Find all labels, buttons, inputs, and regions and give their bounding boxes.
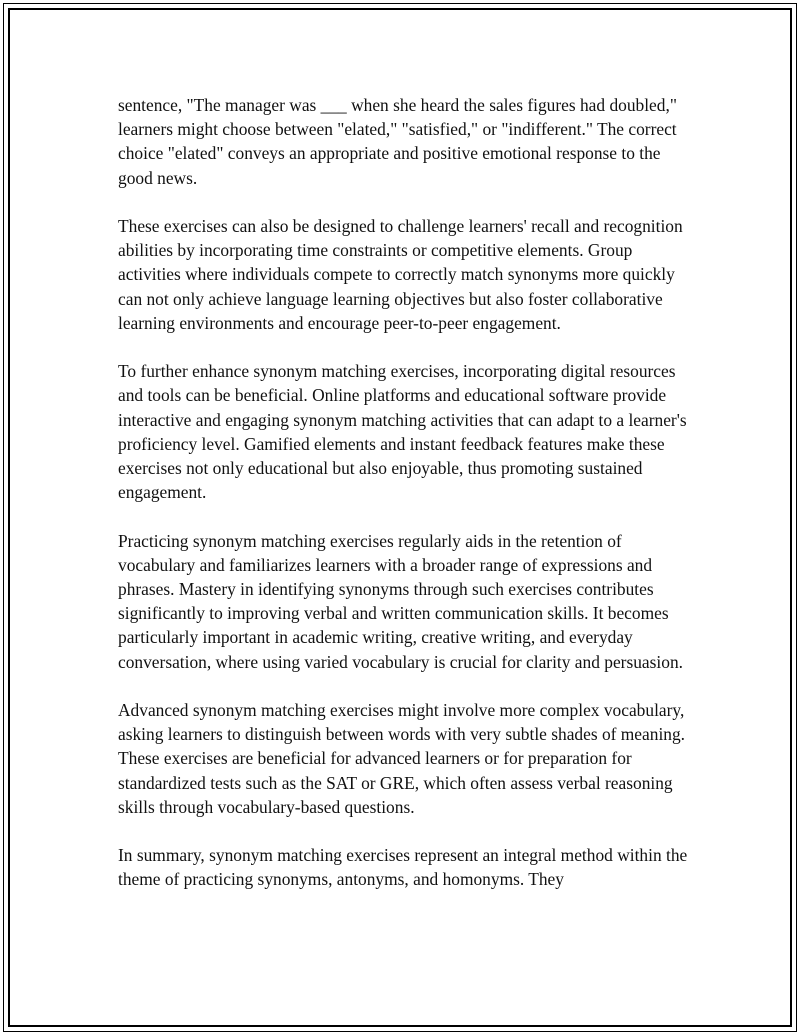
paragraph-3: To further enhance synonym matching exercises, incorporating digital resources and tools can be beneficial. Online platforms and educational software provide interactive and engaging synonym matching activities that can adapt to a learner's proficiency level. Gamified elements and instant feedback features make these exercises not only educational but also enjoyable, thus promoting sustained engagement. — [118, 361, 687, 503]
paragraph-4: Practicing synonym matching exercises regularly aids in the retention of vocabulary and familiarizes learners with a broader range of expressions and phrases. Mastery in identifying synonyms through such exercises contributes significantly to improving verbal and written communication skills. It becomes particularly important in academic writing, creative writing, and everyday conversation, where using varied vocabulary is crucial for clarity and persuasion. — [118, 530, 683, 672]
paragraph-2: These exercises can also be designed to challenge learners' recall and recognition abilities by incorporating time constraints or competitive elements. Group activities where individuals compete to correctly match synonyms more quickly can not only achieve language learning objectives but also foster collaborative learning environments and encourage peer-to-peer engagement. — [118, 216, 683, 333]
paragraph-6: In summary, synonym matching exercises represent an integral method within the theme of practicing synonyms, antonyms, and homonyms. They — [118, 845, 688, 890]
document-body — [118, 93, 688, 892]
paragraph-1: sentence, "The manager was ___ when she heard the sales figures had doubled," learners might choose between "elated," "satisfied," or "indifferent." The correct choice "elated" conveys an appropriate and positive emotional response to the good news. — [118, 95, 677, 188]
paragraph-5: Advanced synonym matching exercises might involve more complex vocabulary, asking learners to distinguish between words with very subtle shades of meaning. These exercises are beneficial for advanced learners or for preparation for standardized tests such as the SAT or GRE, which often assess verbal reasoning skills through vocabulary-based questions. — [118, 700, 686, 817]
